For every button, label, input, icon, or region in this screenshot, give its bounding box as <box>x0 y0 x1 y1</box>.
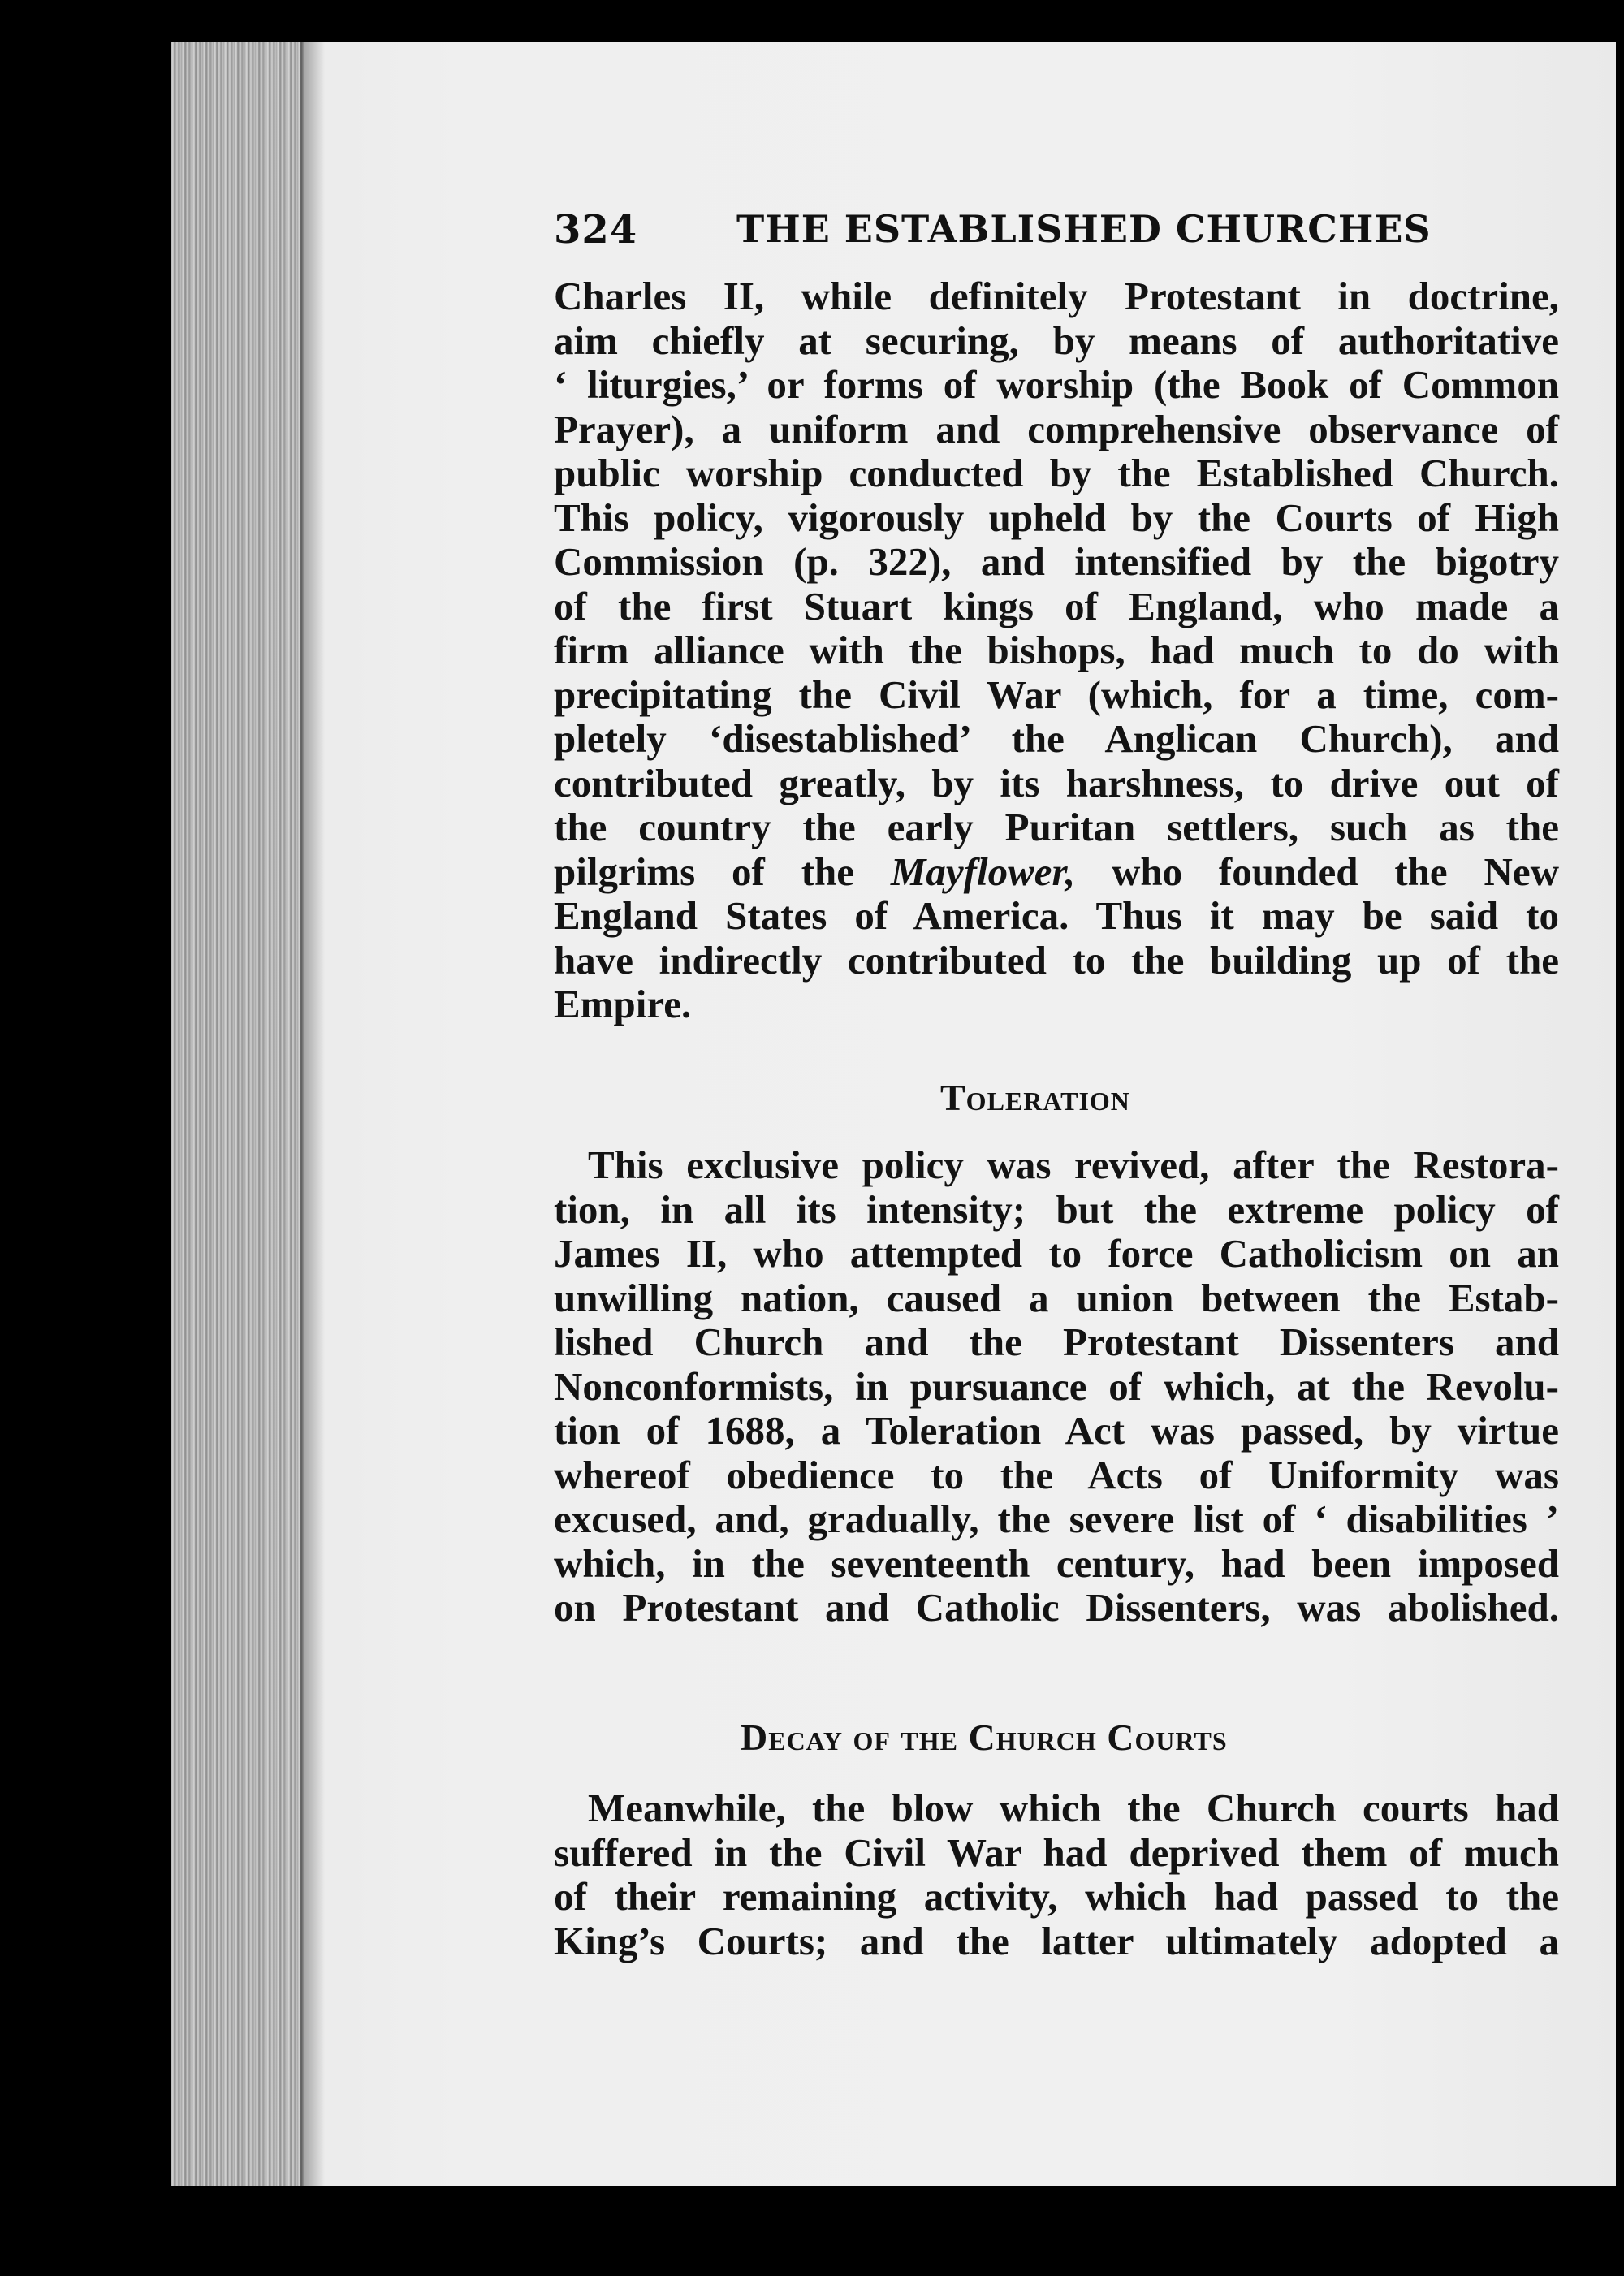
gutter-shadow <box>300 42 325 2186</box>
paragraph-1-line: contributed greatly, by its harshness, to drive out of <box>554 760 1559 805</box>
paragraph-3-line: Meanwhile, the blow which the Church courts had <box>588 1786 1559 1830</box>
paragraph-3-line: King’s Courts; and the latter ultimately adopted a <box>554 1918 1559 1963</box>
paragraph-1-line: This policy, vigorously upheld by the Courts of High <box>554 495 1559 540</box>
section-heading-decay: Decay of the Church Courts <box>741 1717 1228 1758</box>
page-edges <box>171 42 304 2186</box>
paragraph-1-line: aim chiefly at securing, by means of authoritative <box>554 317 1559 363</box>
paragraph-3-line: of their remaining activity, which had passed to the <box>554 1874 1559 1919</box>
paragraph-1-line: public worship conducted by the Established Church. <box>554 451 1559 495</box>
paragraph-1-line: Charles II, while definitely Protestant in doctrine, <box>554 274 1559 318</box>
paragraph-1-line: the country the early Puritan settlers, such as the <box>554 805 1559 849</box>
paragraph-2-line: excused, and, gradually, the severe list of ‘ disabilities ’ <box>554 1496 1559 1541</box>
paragraph-1-line: precipitating the Civil War (which, for a time, com- <box>554 672 1559 717</box>
paragraph-2-line: lished Church and the Protestant Dissenters and <box>554 1319 1559 1364</box>
page-number: 324 <box>554 207 638 253</box>
paragraph-1-line: have indirectly contributed to the building up of the <box>554 937 1559 983</box>
paragraph-2-line: on Protestant and Catholic Dissenters, was abolished. <box>554 1585 1559 1630</box>
paragraph-1-line-mayflower <box>554 850 1559 895</box>
paragraph-1-line: Empire. <box>554 982 692 1026</box>
page-header <box>554 207 1432 264</box>
paragraph-2-line: which, in the seventeenth century, had been imposed <box>554 1540 1559 1586</box>
paragraph-1-line: Prayer), a uniform and comprehensive observance of <box>554 406 1559 451</box>
paragraph-3-line: suffered in the Civil War had deprived them of much <box>554 1829 1559 1875</box>
mayflower-after: who founded the New <box>1111 849 1559 894</box>
paragraph-3 <box>554 1786 1559 1963</box>
running-head: THE ESTABLISHED CHURCHES <box>736 207 1432 251</box>
paragraph-1-line: ‘ liturgies,’ or forms of worship (the Book of Common <box>554 362 1559 407</box>
paragraph-2 <box>554 1143 1559 1630</box>
paragraph-2-line: whereof obedience to the Acts of Uniformity was <box>554 1452 1559 1497</box>
paragraph-1 <box>554 274 1559 1027</box>
paragraph-1-line: of the first Stuart kings of England, who made a <box>554 583 1559 628</box>
paragraph-1-line: Commission (p. 322), and intensified by the bigotry <box>554 539 1559 584</box>
paragraph-2-line: This exclusive policy was revived, after the Restora- <box>588 1142 1559 1187</box>
paragraph-2-line: James II, who attempted to force Catholicism on an <box>554 1231 1559 1276</box>
paragraph-2-line: unwilling nation, caused a union between the Estab- <box>554 1275 1559 1320</box>
mayflower-before: pilgrims of the <box>554 849 855 894</box>
paragraph-2-line: Nonconformists, in pursuance of which, at the Revolu- <box>554 1363 1559 1409</box>
section-heading-toleration: Toleration <box>940 1077 1130 1118</box>
paragraph-1-line: pletely ‘disestablished’ the Anglican Church), and <box>554 716 1559 761</box>
paragraph-1-line: firm alliance with the bishops, had much to do with <box>554 628 1559 672</box>
mayflower-italic: Mayflower, <box>890 849 1076 894</box>
paragraph-2-line: tion, in all its intensity; but the extreme policy of <box>554 1186 1559 1232</box>
paragraph-2-line: tion of 1688, a Toleration Act was passed, by virtue <box>554 1408 1559 1453</box>
paragraph-1-line: England States of America. Thus it may be said to <box>554 893 1559 938</box>
